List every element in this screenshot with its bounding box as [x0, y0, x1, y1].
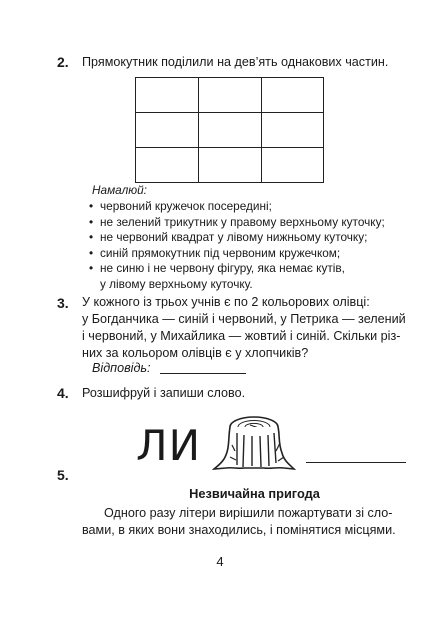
- task-3-number: 3.: [57, 295, 69, 311]
- syllable-text: ЛИ: [136, 421, 201, 470]
- word-answer-line[interactable]: [306, 462, 406, 463]
- answer-line[interactable]: [160, 373, 246, 374]
- draw-instruction-list: [89, 199, 424, 293]
- story-paragraph: [82, 505, 427, 539]
- list-item: • не синю і не червону фігуру, яка немає кутів,: [89, 261, 424, 277]
- task-3-text: [82, 294, 427, 362]
- text-line: і червоний, у Михайлика — жовтий і синій. Скільки різ-: [82, 329, 401, 343]
- story-title: Незвичайна пригода: [189, 486, 320, 501]
- task-5-number: 5.: [57, 467, 69, 483]
- text-line: у Богданчика — синій і червоний, у Петрика — зелений: [82, 312, 406, 326]
- text-line: У кожного із трьох учнів є по 2 кольорових олівці:: [82, 295, 370, 309]
- grid-vertical-line: [261, 78, 262, 182]
- task-2-number: 2.: [57, 54, 69, 70]
- list-item-continuation: у лівому верхньому куточку.: [100, 276, 253, 291]
- list-item: • синій прямокутник під червоним кружечком;: [89, 246, 424, 262]
- list-item: • не червоний квадрат у лівому нижньому куточку;: [89, 230, 424, 246]
- list-item: • не зелений трикутник у правому верхньому куточку;: [89, 215, 424, 231]
- task-4-text: Розшифруй і запиши слово.: [82, 386, 246, 400]
- grid-vertical-line: [198, 78, 199, 182]
- grid-horizontal-line: [136, 112, 323, 113]
- page-number: 4: [216, 554, 224, 569]
- answer-label: Відповідь:: [92, 361, 151, 375]
- task-4-number: 4.: [57, 385, 69, 401]
- draw-instruction-label: Намалюй:: [92, 183, 147, 197]
- grid-horizontal-line: [136, 147, 323, 148]
- tree-stump-icon: [210, 413, 298, 475]
- text-line: них за кольором олівців є у хлопчиків?: [82, 346, 309, 360]
- text-line: вами, в яких вони знаходились, і помінятися місцями.: [82, 523, 396, 537]
- nine-cell-rectangle: [135, 77, 324, 183]
- text-line: Одного разу літери вирішили пожартувати зі сло-: [104, 506, 393, 520]
- list-item: • червоний кружечок посередині;: [89, 199, 424, 215]
- task-2-text: Прямокутник поділили на дев’ять однакових частин.: [82, 55, 389, 69]
